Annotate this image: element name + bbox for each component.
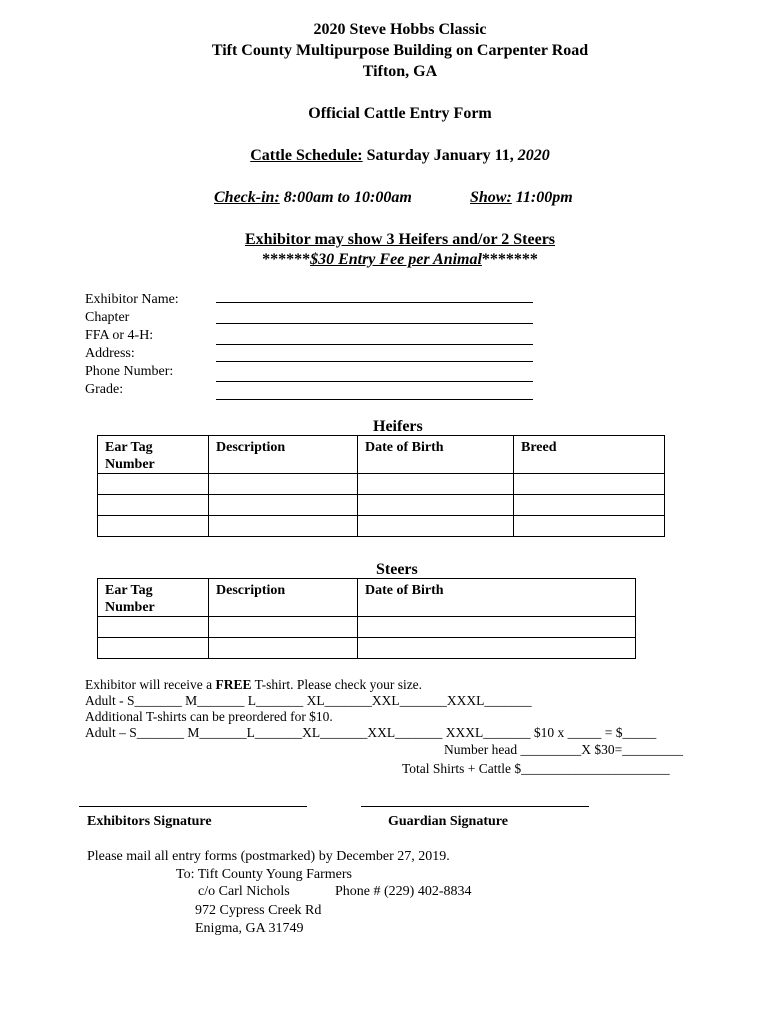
heifer-1-dob-cell[interactable] xyxy=(358,474,514,495)
entry-limit: Exhibitor may show 3 Heifers and/or 2 Steers xyxy=(244,231,556,248)
number-head-line[interactable]: Number head _________X $30=_________ xyxy=(444,742,683,757)
steers-title: Steers xyxy=(376,561,418,578)
steer-1-ear-tag-cell[interactable] xyxy=(98,617,209,638)
additional-shirts-note: Additional T-shirts can be preordered for $10. xyxy=(85,709,333,724)
steer-2-ear-tag-cell[interactable] xyxy=(98,638,209,659)
heifer-1-description-cell[interactable] xyxy=(209,474,358,495)
fee-suffix: ******* xyxy=(481,251,538,268)
show-time xyxy=(470,188,573,208)
address-label: Address: xyxy=(85,346,135,361)
checkin-time xyxy=(214,188,412,208)
event-title: 2020 Steve Hobbs Classic xyxy=(313,21,487,38)
free-shirt-sizes[interactable]: Adult - S_______ M_______ L_______ XL_______XXL_______XXXL_______ xyxy=(85,693,532,708)
shirt-intro-before: Exhibitor will receive a xyxy=(85,677,216,692)
form-title: Official Cattle Entry Form xyxy=(308,105,492,122)
steers-col-ear-tag: Ear Tag Number xyxy=(98,579,209,617)
exhibitor-name-label: Exhibitor Name: xyxy=(85,292,179,307)
table-row xyxy=(98,516,665,537)
heifer-3-breed-cell[interactable] xyxy=(514,516,665,537)
heifers-col-description: Description xyxy=(209,436,358,474)
ffa-4h-label: FFA or 4-H: xyxy=(85,328,154,343)
mailing-to: To: Tift County Young Farmers xyxy=(176,867,353,882)
heifers-table xyxy=(97,435,665,537)
cattle-schedule xyxy=(0,146,770,166)
heifers-header-row xyxy=(98,436,665,474)
exhibitor-signature-line[interactable] xyxy=(79,806,307,807)
table-row xyxy=(98,638,636,659)
chapter-label: Chapter xyxy=(85,310,130,325)
table-row xyxy=(98,617,636,638)
grade-label: Grade: xyxy=(85,382,124,397)
heifer-3-description-cell[interactable] xyxy=(209,516,358,537)
show-label: Show: xyxy=(470,189,512,206)
table-row xyxy=(98,495,665,516)
address-line[interactable] xyxy=(216,361,533,362)
steer-2-description-cell[interactable] xyxy=(209,638,358,659)
steers-header-row xyxy=(98,579,636,617)
heifer-2-dob-cell[interactable] xyxy=(358,495,514,516)
phone-number-line[interactable] xyxy=(216,381,533,382)
mailing-phone: Phone # (229) 402-8834 xyxy=(335,884,472,899)
phone-number-label: Phone Number: xyxy=(85,364,174,379)
shirt-intro xyxy=(85,676,422,693)
heifer-3-dob-cell[interactable] xyxy=(358,516,514,537)
checkin-value: 8:00am to 10:00am xyxy=(283,189,412,206)
fee-text: $30 Entry Fee per Animal xyxy=(310,251,482,268)
shirt-free: FREE xyxy=(215,677,252,692)
show-value: 11:00pm xyxy=(515,189,573,206)
mailing-city: Enigma, GA 31749 xyxy=(195,921,304,936)
event-venue: Tift County Multipurpose Building on Carpenter Road xyxy=(211,42,589,59)
checkin-label: Check-in: xyxy=(214,189,280,206)
heifer-1-ear-tag-cell[interactable] xyxy=(98,474,209,495)
schedule-label: Cattle Schedule: xyxy=(250,147,363,164)
heifers-title: Heifers xyxy=(373,418,423,435)
steer-1-description-cell[interactable] xyxy=(209,617,358,638)
heifer-2-description-cell[interactable] xyxy=(209,495,358,516)
exhibitor-labels xyxy=(85,291,179,399)
fee-prefix: ****** xyxy=(262,251,311,268)
event-location: Tifton, GA xyxy=(362,63,438,80)
heifer-2-breed-cell[interactable] xyxy=(514,495,665,516)
exhibitor-name-line[interactable] xyxy=(216,302,533,303)
guardian-signature-label: Guardian Signature xyxy=(388,814,508,829)
heifers-col-date-of-birth: Date of Birth xyxy=(358,436,514,474)
heifers-col-ear-tag: Ear Tag Number xyxy=(98,436,209,474)
heifer-3-ear-tag-cell[interactable] xyxy=(98,516,209,537)
mailing-instructions: Please mail all entry forms (postmarked) by December 27, 2019. xyxy=(87,849,450,864)
steers-table xyxy=(97,578,636,659)
mailing-street: 972 Cypress Creek Rd xyxy=(195,903,322,918)
table-row xyxy=(98,474,665,495)
additional-shirt-sizes[interactable]: Adult – S_______ M_______L_______XL_______XXL_______ XXXL_______ $10 x _____ = $_____ xyxy=(85,725,657,740)
grade-line[interactable] xyxy=(216,399,533,400)
shirt-intro-after: T-shirt. Please check your size. xyxy=(251,677,423,692)
mailing-care-of: c/o Carl Nichols xyxy=(198,884,290,899)
steer-1-dob-cell[interactable] xyxy=(358,617,636,638)
steers-col-description: Description xyxy=(209,579,358,617)
entry-fee xyxy=(0,250,770,270)
guardian-signature-line[interactable] xyxy=(361,806,589,807)
heifer-1-breed-cell[interactable] xyxy=(514,474,665,495)
steers-col-date-of-birth: Date of Birth xyxy=(358,579,636,617)
schedule-year: 2020 xyxy=(517,147,550,164)
steer-2-dob-cell[interactable] xyxy=(358,638,636,659)
heifer-2-ear-tag-cell[interactable] xyxy=(98,495,209,516)
total-line[interactable]: Total Shirts + Cattle $______________________ xyxy=(402,761,670,776)
exhibitor-signature-label: Exhibitors Signature xyxy=(87,814,212,829)
chapter-line[interactable] xyxy=(216,323,533,324)
ffa-4h-line[interactable] xyxy=(216,344,533,345)
schedule-day: Saturday January 11, xyxy=(366,147,514,164)
heifers-col-breed: Breed xyxy=(514,436,665,474)
